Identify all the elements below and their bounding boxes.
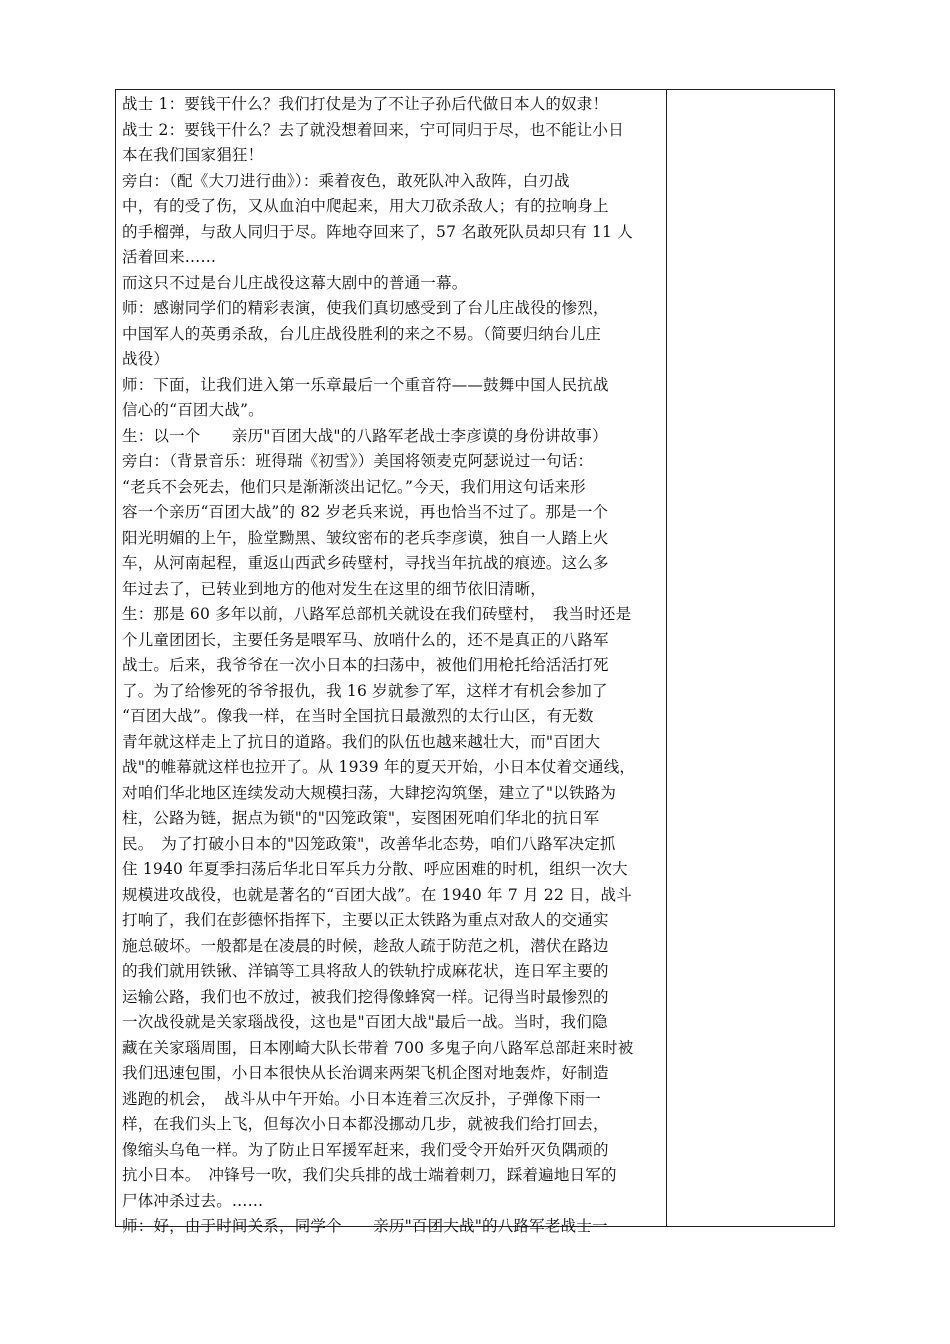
text-line: 而这只不过是台儿庄战役这幕大剧中的普通一幕。 [122, 273, 468, 292]
text-line: 生：以一个 亲历"百团大战"的八路军老战士李彦谟的身份讲故事） [122, 426, 608, 445]
text-line: 像缩头乌龟一样。为了防止日军援军赶来，我们受令开始歼灭负隅顽的 [122, 1140, 609, 1159]
text-line: 战"的帷幕就这样也拉开了。从 1939 年的夏天开始，小日本仗着交通线， [122, 758, 636, 776]
text-line: 师：好，由于时间关系，同学个 亲历"百团大战"的八路军老战士一 [122, 1217, 608, 1235]
text-line: 战役） [122, 350, 170, 368]
text-line: 的我们就用铁锹、洋镐等工具将敌人的铁轨拧成麻花状，连日军主要的 [122, 962, 609, 980]
text-line: 运输公路，我们也不放过，被我们挖得像蜂窝一样。记得当时最惨烈的 [122, 987, 609, 1006]
text-line: 青年就这样走上了抗日的道路。我们的队伍也越来越壮大，而"百团大 [122, 732, 601, 751]
text-line: 师：感谢同学们的精彩表演，使我们真切感受到了台儿庄战役的惨烈， [122, 299, 609, 317]
text-line: 一次战役就是关家瑙战役，这也是"百团大战"最后一战。当时，我们隐 [122, 1013, 608, 1031]
text-line: 战士 1：要钱干什么？我们打仗是为了不让子孙后代做日本人的奴隶！ [122, 95, 609, 113]
text-line: 打响了，我们在彭德怀指挥下，主要以正太铁路为重点对敌人的交通实 [122, 911, 609, 929]
text-line: 旁白：（背景音乐：班得瑞《初雪》）美国将领麦克阿瑟说过一句话： [122, 452, 594, 470]
text-line: 规模进攻战役，也就是著名的“百团大战”。在 1940 年 7 月 22 日，战斗 [122, 885, 632, 904]
text-line: 师：下面，让我们进入第一乐章最后一个重音符——鼓舞中国人民抗战 [122, 375, 609, 394]
text-line: 的手榴弹，与敌人同归于尽。阵地夺回来了，57 名敢死队员却只有 11 人 [122, 222, 633, 241]
text-line: 对咱们华北地区连续发动大规模扫荡，大肆挖沟筑堡，建立了"以铁路为 [122, 783, 617, 802]
text-line: 战士 2：要钱干什么？去了就没想着回来，宁可同归于尽，也不能让小日 [122, 120, 624, 139]
text-line: 个儿童团团长，主要任务是喂军马、放哨什么的，还不是真正的八路军 [122, 630, 609, 649]
text-line: 样，在我们头上飞，但每次小日本都没挪动几步，就被我们给打回去， [122, 1115, 609, 1133]
text-line: 中国军人的英勇杀敌，台儿庄战役胜利的来之不易。（简要归纳台儿庄 [122, 324, 601, 343]
lesson-notes-cell [667, 90, 834, 1226]
text-line: 施总破坏。一般都是在凌晨的时候，趁敌人疏于防范之机，潜伏在路边 [122, 936, 609, 955]
text-line: 生：那是 60 多年以前，八路军总部机关就设在我们砖壁村， 我当时还是 [122, 605, 632, 623]
text-line: 旁白：（配《大刀进行曲》）：乘着夜色，敢死队冲入敌阵，白刃战 [122, 171, 570, 190]
text-line: 民。 为了打破小日本的"囚笼政策"，改善华北态势，咱们八路军决定抓 [122, 834, 616, 853]
text-line: 藏在关家瑙周围，日本刚崎大队长带着 700 多鬼子向八路军总部赶来时被 [122, 1038, 634, 1057]
text-line: 住 1940 年夏季扫荡后华北日军兵力分散、呼应困难的时机，组织一次大 [122, 860, 628, 878]
text-line: “老兵不会死去，他们只是渐渐淡出记忆。”今天，我们用这句话来形 [122, 477, 586, 496]
text-line: 年过去了，已转业到地方的他对发生在这里的细节依旧清晰， [122, 579, 546, 598]
text-line: 容一个亲历“百团大战”的 82 岁老兵来说，再也恰当不过了。那是一个 [122, 503, 609, 521]
text-line: 尸体冲杀过去。…… [122, 1191, 264, 1210]
text-line: 本在我们国家猖狂！ [122, 146, 264, 164]
text-line: 我们迅速包围，小日本很快从长治调来两架飞机企图对地轰炸，好制造 [122, 1064, 609, 1082]
text-line: 阳光明媚的上午，脸堂黝黑、皱纹密布的老兵李彦谟，独自一人踏上火 [122, 528, 609, 547]
text-line: 中，有的受了伤，又从血泊中爬起来，用大刀砍杀敌人；有的拉响身上 [122, 197, 609, 215]
text-line: 了。为了给惨死的爷爷报仇，我 16 岁就参了军，这样才有机会参加了 [122, 681, 608, 700]
lesson-main-cell [122, 92, 662, 1240]
text-line: 战士。后来，我爷爷在一次小日本的扫荡中，被他们用枪托给活活打死 [122, 656, 609, 674]
text-line: 逃跑的机会， 战斗从中午开始。小日本连着三次反扑，子弹像下雨一 [122, 1089, 601, 1108]
text-line: 信心的“百团大战”。 [122, 401, 264, 419]
text-line: 活着回来…… [122, 248, 217, 266]
text-line: 抗小日本。 冲锋号一吹，我们尖兵排的战士端着刺刀，踩着遍地日军的 [122, 1166, 617, 1184]
text-line: “百团大战”。像我一样，在当时全国抗日最激烈的太行山区，有无数 [122, 707, 594, 725]
text-line: 车，从河南起程，重返山西武乡砖壁村，寻找当年抗战的痕迹。这么多 [122, 554, 609, 572]
lesson-table [115, 89, 835, 1235]
text-line: 柱，公路为链，据点为锁"的"囚笼政策"，妄图困死咱们华北的抗日军 [122, 809, 600, 827]
